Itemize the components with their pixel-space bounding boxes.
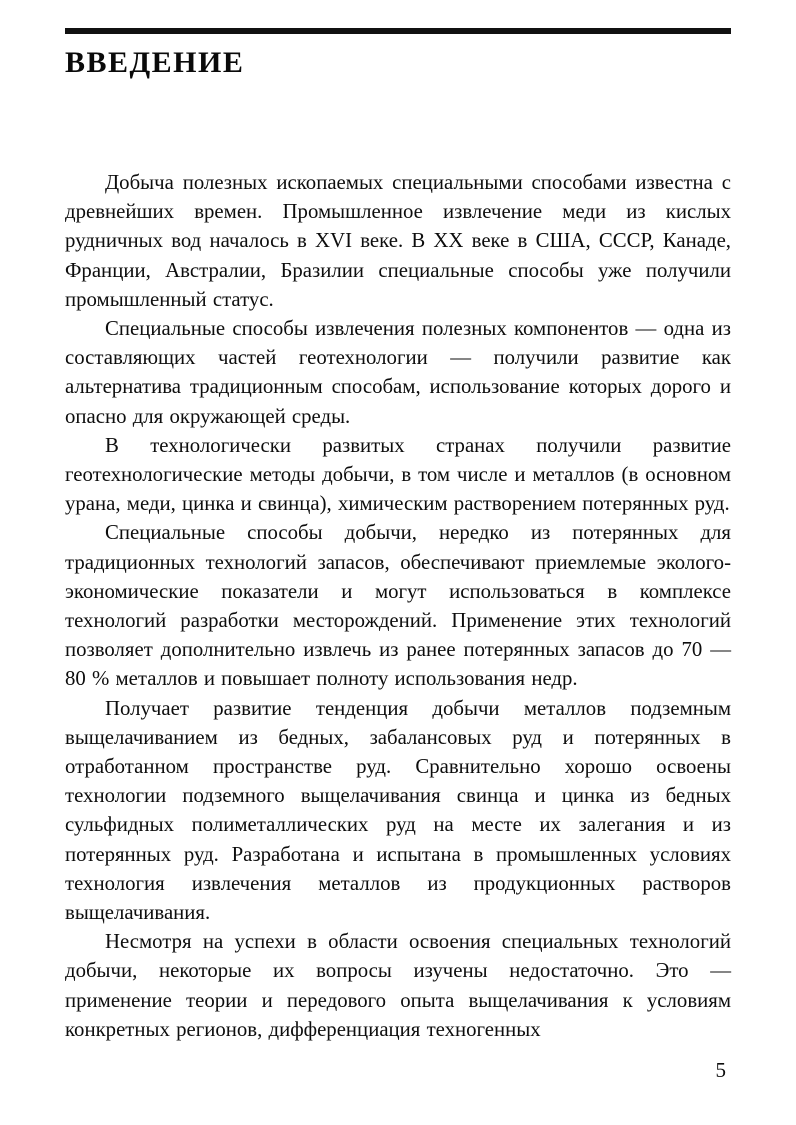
top-rule (65, 28, 731, 34)
page-number: 5 (715, 1058, 726, 1082)
paragraph-2: Специальные способы извлечения полезных компонентов — одна из составляющих частей геотехнологии — получили развитие как альтернатива традиционным способам, использование которых дорого и опасно для окружающей среды. (65, 317, 731, 428)
paragraph-6: Несмотря на успехи в области освоения специальных технологий добычи, некоторые их вопросы изучены недостаточно. Это — применение теории и передового опыта выщелачивания к условиям конкретных регионов, дифференциация техногенных (65, 930, 731, 1041)
chapter-title: ВВЕДЕНИЕ (65, 46, 245, 79)
paragraph-1: Добыча полезных ископаемых специальными способами известна с древнейших времен. Промышленное извлечение меди из кислых рудничных вод началось в XVI веке. В XX веке в США, СССР, Канаде, Франции, Австралии, Бразилии специальные способы уже получили промышленный статус. (65, 171, 731, 311)
paragraph-5: Получает развитие тенденция добычи металлов подземным выщелачиванием из бедных, забалансовых руд и потерянных в отработанном пространстве руд. Сравнительно хорошо освоены технологии подземного выщелачивания свинца и цинка из бедных сульфидных полиметаллических руд на месте их залегания и из потерянных руд. Разработана и испытана в промышленных условиях технология извлечения металлов из продукционных растворов выщелачивания. (65, 696, 731, 925)
paragraph-3: В технологически развитых странах получили развитие геотехнологические методы добычи, в том числе и металлов (в основном урана, меди, цинка и свинца), химическим растворением потерянных руд. (65, 433, 731, 516)
body-text (65, 168, 731, 1044)
paragraph-4: Специальные способы добычи, нередко из потерянных для традиционных технологий запасов, обеспечивают приемлемые эколого-экономические показатели и могут использоваться в комплексе технологий разработки месторождений. Применение этих технологий позволяет дополнительно извлечь из ранее потерянных запасов до 70 — 80 % металлов и повышает полноту использования недр. (65, 521, 731, 691)
page-content (65, 28, 731, 1044)
